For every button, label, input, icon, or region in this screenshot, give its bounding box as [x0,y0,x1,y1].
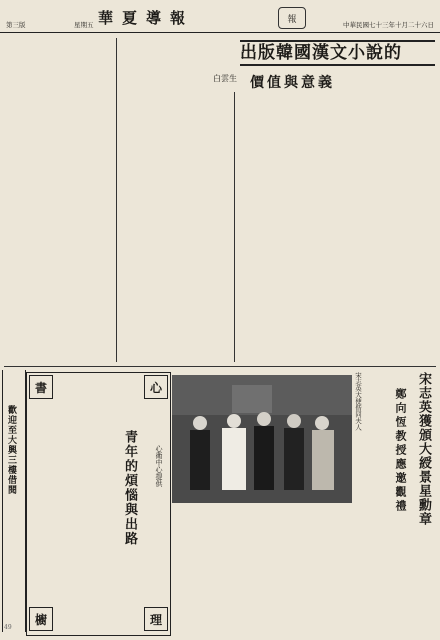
main-headline-text: 出版韓國漢文小說的 [240,43,402,63]
article-body-left [4,38,114,362]
main-subhead: 價值與意義 [250,75,335,91]
seal-text: 報 [287,14,297,25]
book-publisher: 心衛中心提供 [155,445,163,487]
library-promo-text: 歡迎至大興三樓借閱 [6,405,16,495]
main-byline: 白雲生 [213,74,237,83]
column-divider [234,92,235,362]
award-ceremony-photo [172,375,352,503]
section-divider [4,366,436,367]
article-body-middle [118,38,230,362]
masthead [0,0,440,33]
column-label-bottom-right: 理 [144,607,168,631]
newspaper-name: 華夏導報 [98,8,195,27]
page-mark: 49 [4,624,12,631]
edition-label: 第三版 [6,21,26,29]
book-title: 青年的煩惱與出路 [122,430,137,546]
column-divider [116,38,117,362]
book-review-body [56,400,116,600]
masthead-seal [278,7,306,29]
issue-date: 中華民國七十三年十月二十六日 [343,21,434,29]
weekday-label: 星期五 [74,21,94,29]
photo-caption: 宋志英大使偕同夫人 [354,372,362,431]
photo-headline-1: 宋志英獲頒大綬景星勳章 [416,372,431,526]
masthead-title-area [98,7,346,27]
column-label-top-right: 心 [144,375,168,399]
main-headline [240,40,435,66]
photo-headline-2: 鄭向恆教授應邀觀禮 [394,388,407,514]
photo-story-body [172,507,434,633]
photo-illustration [172,375,352,503]
column-label-bottom-left: 櫥 [29,607,53,631]
column-label-top-left: 書 [29,375,53,399]
article-body-right [236,92,436,362]
